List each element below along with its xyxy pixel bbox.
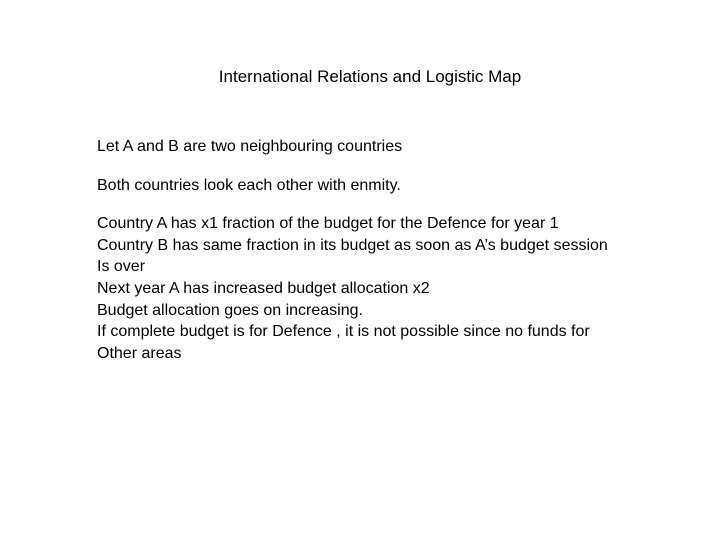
text-line: Next year A has increased budget allocation x2 — [97, 279, 430, 297]
text-line: Country A has x1 fraction of the budget for the Defence for year 1 — [97, 215, 559, 233]
text-line: Let A and B are two neighbouring countries — [97, 138, 403, 155]
text-line: If complete budget is for Defence , it is not possible since no funds for — [97, 323, 590, 341]
text-line: Other areas — [97, 344, 182, 362]
slide-title: International Relations and Logistic Map — [218, 67, 522, 86]
paragraph-3 — [97, 213, 707, 364]
text-line: Is over — [97, 258, 146, 276]
text-line: Both countries look each other with enmity. — [97, 176, 401, 194]
slide-body — [97, 136, 707, 364]
paragraph-2 — [97, 175, 707, 197]
text-line: Budget allocation goes on increasing. — [97, 301, 363, 319]
paragraph-1 — [97, 136, 707, 158]
text-line: Country B has same fraction in its budget as soon as A’s budget session — [97, 236, 608, 254]
